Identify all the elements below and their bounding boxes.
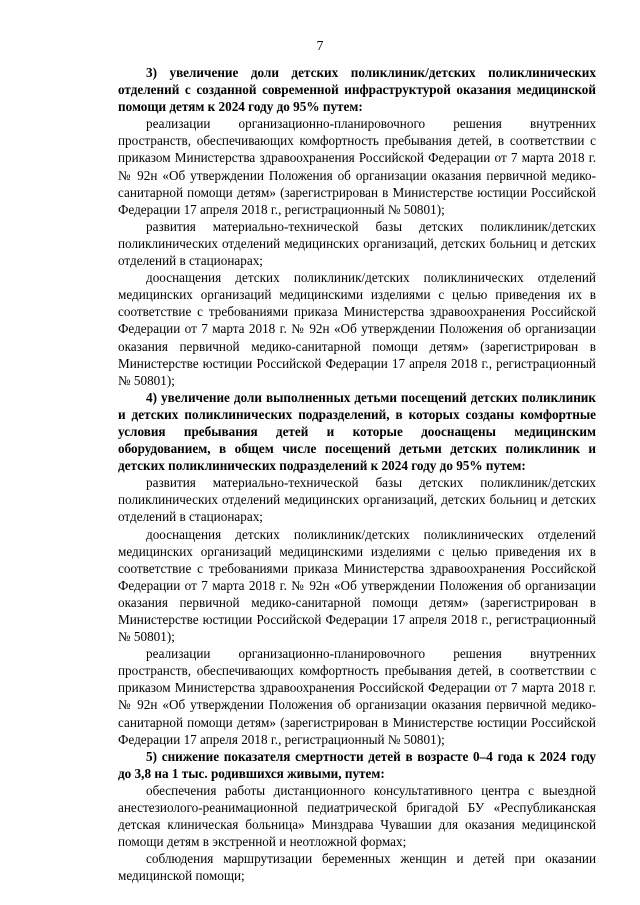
body-paragraph: дооснащения детских поликлиник/детских поликлинических отделений медицинских организаций медицинскими изделиями с целью приведения их в соответствие с требованиями приказа Министерства здравоохранения Российской Федерации от 7 марта 2018 г. № 92н «Об утверждении Положения об организации оказания первичной медико-санитарной помощи детям» (зарегистрирован в Министерстве юстиции Российской Федерации 17 апреля 2018 г., регистрационный № 50801); bbox=[118, 526, 596, 645]
document-body bbox=[118, 64, 596, 885]
heading-item-3: 3) увеличение доли детских поликлиник/детских поликлинических отделений с созданной современной инфраструктурой оказания медицинской помощи детям к 2024 году до 95% путем: bbox=[118, 65, 596, 115]
body-paragraph: реализации организационно-планировочного решения внутренних пространств, обеспечивающих комфортность пребывания детей, в соответствии с приказом Министерства здравоохранения Российской Федерации от 7 марта 2018 г. № 92н «Об утверждении Положения об организации оказания первичной медико-санитарной помощи детям» (зарегистрирован в Министерстве юстиции Российской Федерации 17 апреля 2018 г., регистрационный № 50801); bbox=[118, 116, 596, 217]
body-paragraph: развития материально-технической базы детских поликлиник/детских поликлинических отделений медицинских организаций, детских больниц и детских отделений в стационарах; bbox=[118, 475, 596, 525]
body-paragraph: соблюдения маршрутизации беременных женщин и детей при оказании медицинской помощи; bbox=[118, 851, 596, 884]
body-paragraph: реализации организационно-планировочного решения внутренних пространств, обеспечивающих комфортность пребывания детей, в соответствии с приказом Министерства здравоохранения Российской Федерации от 7 марта 2018 г. № 92н «Об утверждении Положения об организации оказания первичной медико-санитарной помощи детям» (зарегистрирован в Министерстве юстиции Российской Федерации 17 апреля 2018 г., регистрационный № 50801); bbox=[118, 646, 596, 747]
page-number: 7 bbox=[316, 38, 324, 53]
body-paragraph: обеспечения работы дистанционного консультативного центра с выездной анестезиолого-реанимационной педиатрической бригадой БУ «Республиканская детская клиническая больница» Минздрава Чувашии для оказания медицинской помощи детям в экстренной и неотложной формах; bbox=[118, 782, 596, 850]
body-paragraph: дооснащения детских поликлиник/детских поликлинических отделений медицинских организаций медицинскими изделиями с целью приведения их в соответствие с требованиями приказа Министерства здравоохранения Российской Федерации от 7 марта 2018 г. № 92н «Об утверждении Положения об организации оказания первичной медико-санитарной помощи детям» (зарегистрирован в Министерстве юстиции Российской Федерации 17 апреля 2018 г., регистрационный № 50801); bbox=[118, 270, 596, 388]
heading-item-4: 4) увеличение доли выполненных детьми посещений детских поликлиник и детских поликлинических подразделений, в которых созданы комфортные условия пребывания детей и которые дооснащены медицинским оборудованием, в общем числе посещений детьми детских поликлиник и детских поликлинических подразделений к 2024 году до 95% путем: bbox=[118, 389, 596, 474]
body-paragraph: развития материально-технической базы детских поликлиник/детских поликлинических отделений медицинских организаций, детских больниц и детских отделений в стационарах; bbox=[118, 218, 596, 269]
heading-item-5: 5) снижение показателя смертности детей в возрасте 0–4 года к 2024 году до 3,8 на 1 тыс. родившихся живыми, путем: bbox=[118, 748, 596, 781]
